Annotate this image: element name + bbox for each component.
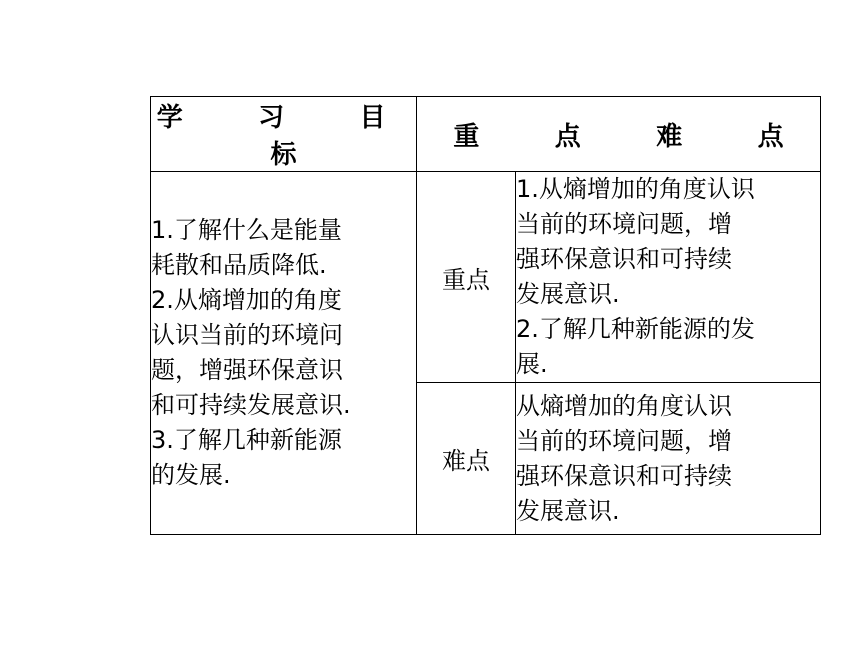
objectives-line: 的发展. xyxy=(151,461,231,489)
header-key-difficult: 重 点 难 点 xyxy=(417,97,821,172)
key-point-line: 强环保意识和可持续 xyxy=(516,245,732,273)
difficult-point-line: 当前的环境问题，增 xyxy=(516,426,732,455)
objectives-line: 2.从熵增加的角度 xyxy=(151,286,342,314)
key-point-content xyxy=(516,172,821,383)
difficult-point-line: 发展意识. xyxy=(516,496,620,525)
objectives-line: 1.了解什么是能量 xyxy=(151,216,342,244)
objectives-line: 认识当前的环境问 xyxy=(151,321,343,349)
key-point-line: 发展意识. xyxy=(516,280,620,308)
key-point-line: 当前的环境问题，增 xyxy=(516,210,732,238)
objectives-line: 题，增强环保意识 xyxy=(151,356,343,384)
objectives-line: 和可持续发展意识. xyxy=(151,391,351,419)
key-point-row xyxy=(151,172,821,383)
difficult-point-line: 从熵增加的角度认识 xyxy=(516,391,732,420)
difficult-point-content xyxy=(516,383,821,535)
key-point-line: 展. xyxy=(516,350,548,378)
objectives-table xyxy=(150,96,821,535)
objectives-line: 3.了解几种新能源 xyxy=(151,426,342,454)
header-objectives: 学 习 目 标 xyxy=(151,97,417,172)
difficult-point-label: 难点 xyxy=(417,383,516,535)
key-point-line: 1.从熵增加的角度认识 xyxy=(516,175,755,203)
difficult-point-line: 强环保意识和可持续 xyxy=(516,461,732,490)
key-point-line: 2.了解几种新能源的发 xyxy=(516,315,755,343)
objectives-cell xyxy=(151,172,417,535)
objectives-line: 耗散和品质降低. xyxy=(151,251,327,279)
table-header-row xyxy=(151,97,821,172)
key-point-label: 重点 xyxy=(417,172,516,383)
